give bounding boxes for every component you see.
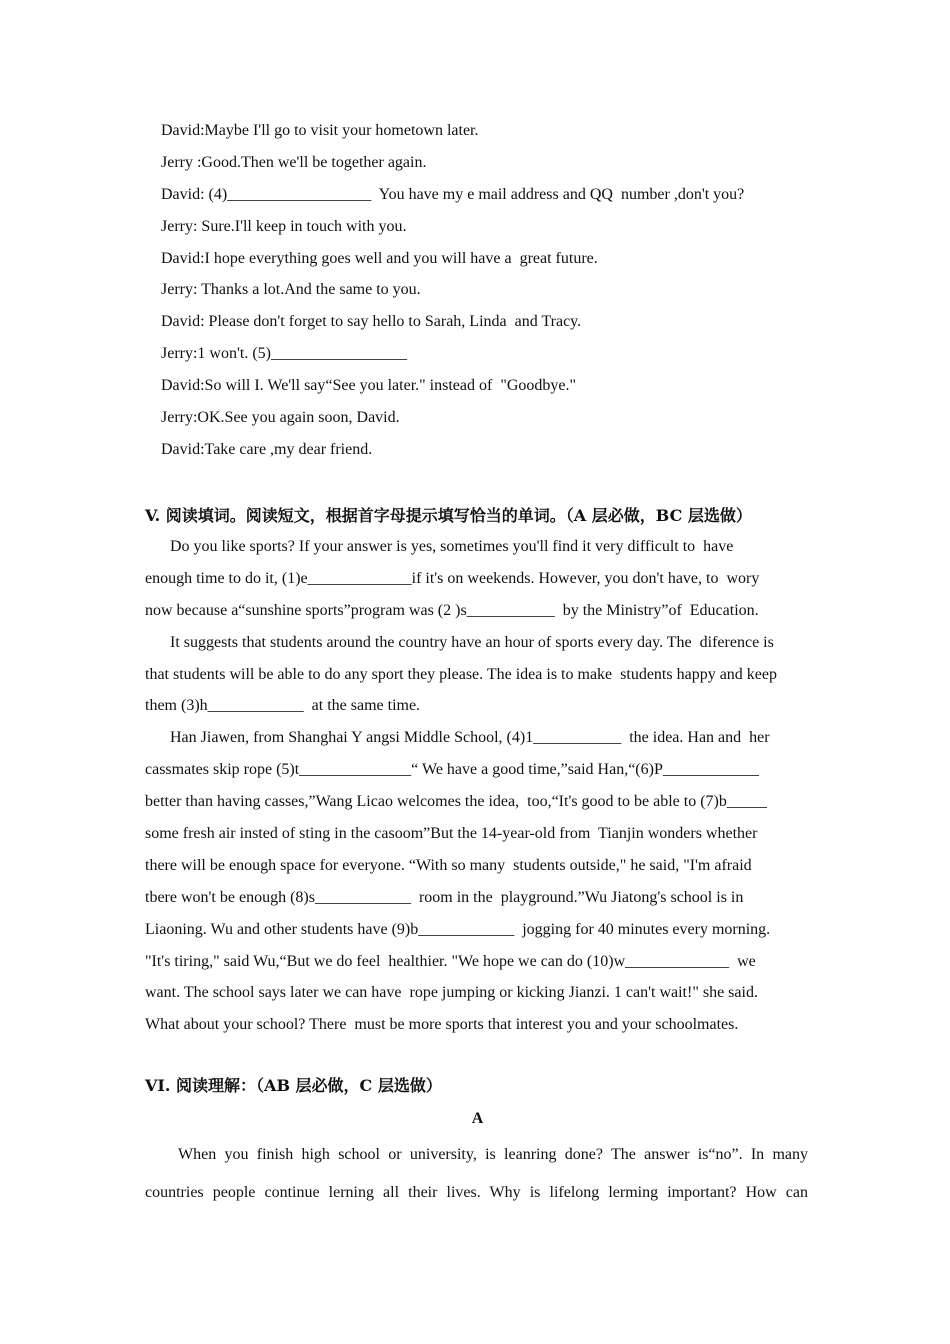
dialogue-line: David: Please don't forget to say hello to Sarah, Linda and Tracy. <box>161 313 582 331</box>
dialogue-line: Jerry :Good.Then we'll be together again. <box>161 153 427 171</box>
dialogue-line: Jerry:OK.See you again soon, David. <box>161 409 400 427</box>
passage-line: It suggests that students around the country have an hour of sports every day. The diference is <box>170 633 774 651</box>
dialogue-line: Jerry:1 won't. (5)_________________ <box>161 345 407 363</box>
dialogue-line: David:I hope everything goes well and you will have a great future. <box>161 249 598 267</box>
passage-line: Han Jiawen, from Shanghai Y angsi Middle School, (4)1___________ the idea. Han and her <box>170 729 770 747</box>
passage-line: Liaoning. Wu and other students have (9)b____________ jogging for 40 minutes every morning. <box>145 920 771 938</box>
reading-passage-a <box>145 1140 808 1216</box>
passage-line: better than having casses,”Wang Licao welcomes the idea, too,“It's good to be able to (7)b_____ <box>145 793 767 811</box>
passage-line: there will be enough space for everyone. “With so many students outside," he said, "I'm afraid <box>145 856 752 874</box>
passage-a-label: A <box>471 1110 484 1127</box>
passage-line: that students will be able to do any sport they please. The idea is to make students happy and keep <box>145 665 777 683</box>
section-vi-heading: VI. 阅读理解：（AB 层必做，C 层选做） <box>145 1076 442 1095</box>
dialogue-line: David:So will I. We'll say“See you later." instead of "Goodbye." <box>161 377 577 395</box>
passage-line: now because a“sunshine sports”program was (2 )s___________ by the Ministry”of Education. <box>145 601 759 619</box>
dialogue-line: David:Maybe I'll go to visit your hometown later. <box>161 122 479 139</box>
passage-line: Do you like sports? If your answer is yes, sometimes you'll find it very difficult to have <box>170 538 734 555</box>
dialogue-line: Jerry: Sure.I'll keep in touch with you. <box>161 217 407 235</box>
passage-line: "It's tiring," said Wu,“But we do feel healthier. "We hope we can do (10)w_____________ we <box>145 952 756 970</box>
dialogue-block <box>161 118 861 469</box>
cloze-passage <box>145 534 810 1044</box>
dialogue-line: David: (4)__________________ You have my e mail address and QQ number ,don't you? <box>161 185 745 203</box>
dialogue-line: Jerry: Thanks a lot.And the same to you. <box>161 281 421 299</box>
passage-line: When you finish high school or university, is leanring done? The answer is“no”. In many <box>178 1146 808 1163</box>
passage-line: enough time to do it, (1)e_____________if it's on weekends. However, you don't have, to wory <box>145 569 760 587</box>
passage-line: cassmates skip rope (5)t______________“ We have a good time,”said Han,“(6)P____________ <box>145 761 759 779</box>
passage-line: them (3)h____________ at the same time. <box>145 697 421 715</box>
passage-line: some fresh air insted of sting in the casoom”But the 14-year-old from Tianjin wonders whether <box>145 825 758 843</box>
passage-line: want. The school says later we can have rope jumping or kicking Jianzi. 1 can't wait!" she said. <box>145 984 758 1002</box>
passage-line: tbere won't be enough (8)s____________ room in the playground.”Wu Jiatong's school is in <box>145 888 744 906</box>
passage-line: What about your school? There must be more sports that interest you and your schoolmates. <box>145 1016 739 1034</box>
passage-line: countries people continue lerning all their lives. Why is lifelong lerming important? How can <box>145 1184 808 1201</box>
dialogue-line: David:Take care ,my dear friend. <box>161 440 373 458</box>
section-v-heading: V. 阅读填词。阅读短文，根据首字母提示填写恰当的单词。（A 层必做，BC 层选做） <box>145 506 752 525</box>
